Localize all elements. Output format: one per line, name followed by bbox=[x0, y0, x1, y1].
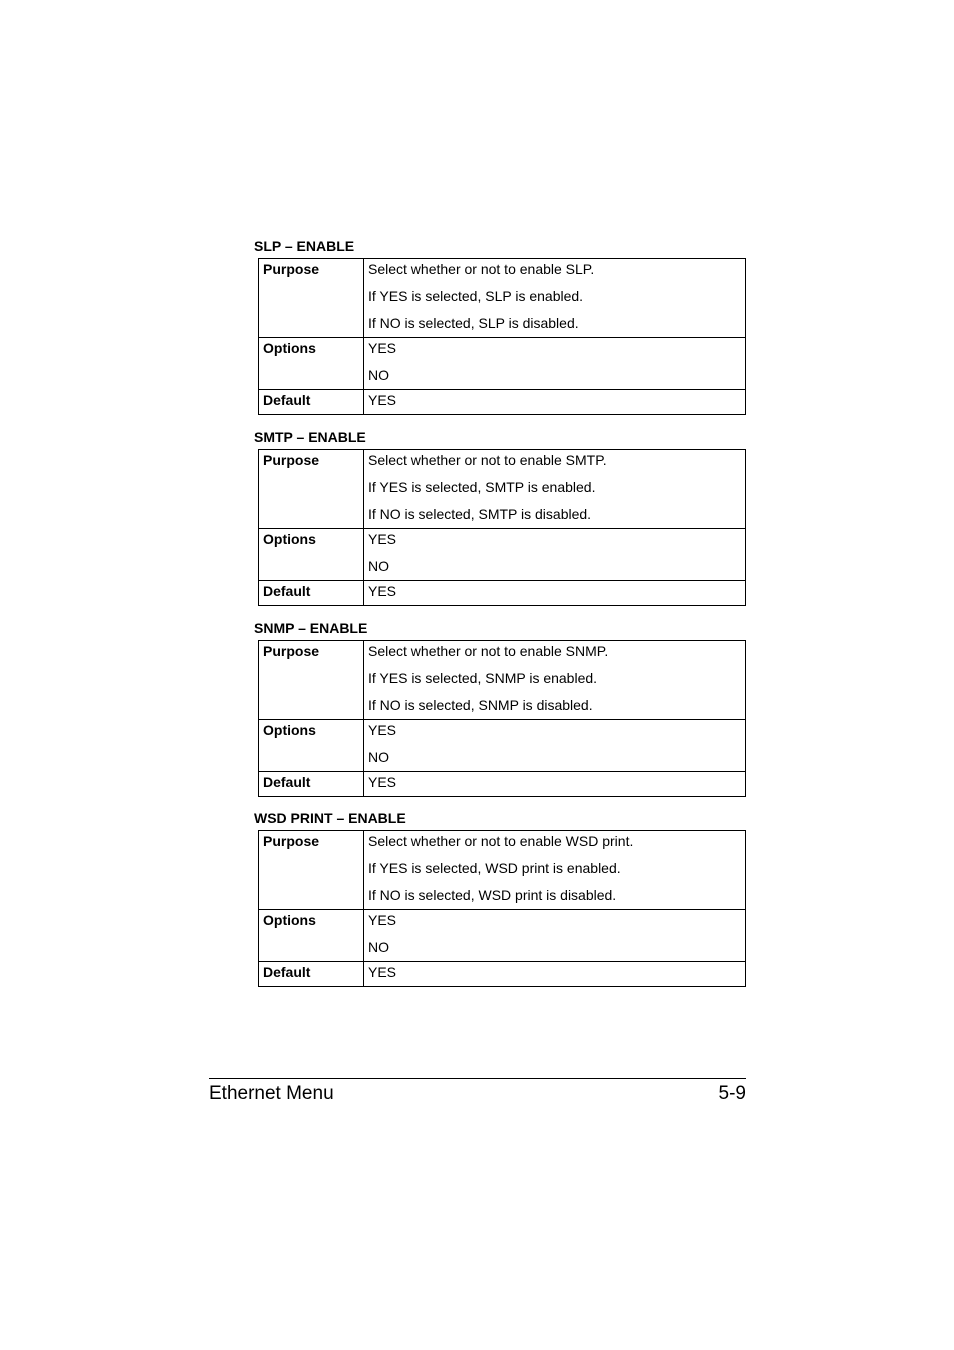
row-label: Options bbox=[259, 529, 364, 581]
settings-table bbox=[258, 830, 746, 987]
value-line: YES bbox=[368, 340, 397, 356]
row-value bbox=[364, 720, 746, 772]
section-title: SLP – ENABLE bbox=[254, 238, 355, 254]
section-smtp-enable bbox=[254, 429, 746, 599]
row-label: Purpose bbox=[259, 641, 364, 720]
settings-table bbox=[258, 449, 746, 606]
value-line: YES bbox=[368, 583, 397, 599]
value-line: NO bbox=[368, 939, 389, 955]
value-line: If NO is selected, SNMP is disabled. bbox=[368, 697, 593, 713]
footer-page-number: 5-9 bbox=[718, 1083, 746, 1104]
row-label: Default bbox=[259, 962, 364, 987]
table-row-options bbox=[259, 720, 746, 772]
row-label: Options bbox=[259, 910, 364, 962]
table-row-purpose bbox=[259, 450, 746, 529]
value-line: YES bbox=[368, 722, 397, 738]
row-value bbox=[364, 581, 746, 606]
table-row-options bbox=[259, 338, 746, 390]
value-line: If NO is selected, WSD print is disabled. bbox=[368, 887, 617, 903]
row-value bbox=[364, 259, 746, 338]
value-line: Select whether or not to enable SLP. bbox=[368, 261, 595, 277]
row-label: Default bbox=[259, 390, 364, 415]
row-label: Default bbox=[259, 772, 364, 797]
value-line: Select whether or not to enable SNMP. bbox=[368, 643, 609, 659]
section-slp-enable bbox=[254, 238, 746, 408]
row-value bbox=[364, 390, 746, 415]
section-title: WSD PRINT – ENABLE bbox=[254, 810, 406, 826]
row-value bbox=[364, 450, 746, 529]
value-line: YES bbox=[368, 531, 397, 547]
row-value bbox=[364, 962, 746, 987]
value-line: If NO is selected, SLP is disabled. bbox=[368, 315, 579, 331]
table-row-default bbox=[259, 962, 746, 987]
footer-divider bbox=[209, 1078, 746, 1079]
section-wsd-print-enable bbox=[254, 810, 746, 980]
row-value bbox=[364, 831, 746, 910]
table-row-options bbox=[259, 910, 746, 962]
row-label: Purpose bbox=[259, 831, 364, 910]
value-line: If YES is selected, WSD print is enabled. bbox=[368, 860, 621, 876]
row-label: Options bbox=[259, 720, 364, 772]
row-value bbox=[364, 529, 746, 581]
section-title: SNMP – ENABLE bbox=[254, 620, 368, 636]
row-label: Default bbox=[259, 581, 364, 606]
table-row-default bbox=[259, 772, 746, 797]
value-line: NO bbox=[368, 367, 389, 383]
value-line: If YES is selected, SMTP is enabled. bbox=[368, 479, 596, 495]
row-value bbox=[364, 772, 746, 797]
value-line: NO bbox=[368, 558, 389, 574]
row-label: Options bbox=[259, 338, 364, 390]
table-row-options bbox=[259, 529, 746, 581]
section-title: SMTP – ENABLE bbox=[254, 429, 366, 445]
value-line: YES bbox=[368, 912, 397, 928]
settings-table bbox=[258, 258, 746, 415]
row-value bbox=[364, 641, 746, 720]
table-row-default bbox=[259, 390, 746, 415]
table-row-default bbox=[259, 581, 746, 606]
row-label: Purpose bbox=[259, 259, 364, 338]
settings-table bbox=[258, 640, 746, 797]
table-row-purpose bbox=[259, 259, 746, 338]
value-line: Select whether or not to enable SMTP. bbox=[368, 452, 607, 468]
value-line: If YES is selected, SNMP is enabled. bbox=[368, 670, 598, 686]
table-row-purpose bbox=[259, 641, 746, 720]
value-line: YES bbox=[368, 964, 397, 980]
row-value bbox=[364, 338, 746, 390]
value-line: If NO is selected, SMTP is disabled. bbox=[368, 506, 592, 522]
table-row-purpose bbox=[259, 831, 746, 910]
value-line: NO bbox=[368, 749, 389, 765]
value-line: YES bbox=[368, 392, 397, 408]
row-label: Purpose bbox=[259, 450, 364, 529]
section-snmp-enable bbox=[254, 620, 746, 790]
value-line: If YES is selected, SLP is enabled. bbox=[368, 288, 584, 304]
row-value bbox=[364, 910, 746, 962]
footer-chapter-title: Ethernet Menu bbox=[209, 1083, 334, 1104]
value-line: YES bbox=[368, 774, 397, 790]
value-line: Select whether or not to enable WSD print. bbox=[368, 833, 634, 849]
